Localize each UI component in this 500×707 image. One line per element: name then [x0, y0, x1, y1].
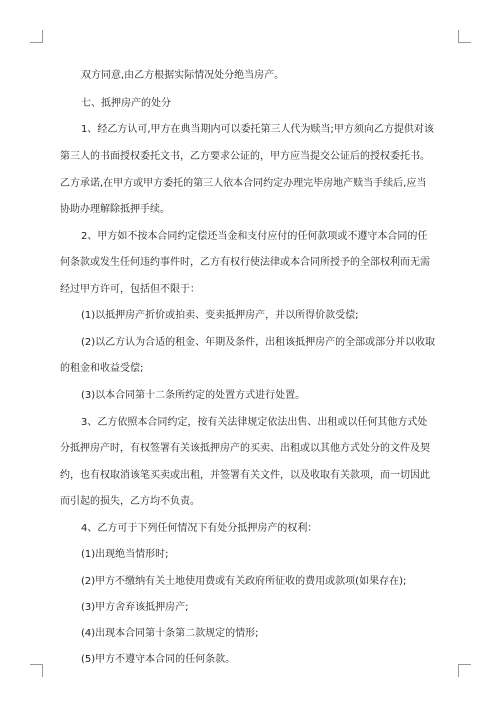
text-line: (2)以乙方认为合适的租金、年期及条件，出租该抵押房产的全部或部分并以收取: [81, 337, 436, 348]
text-line: 何条款或发生任何违约事件时，乙方有权行使法律或本合同所授予的全部权利而无需: [60, 257, 430, 268]
text-line: 约，也有权取消该笔买卖或出租，并签署有关文件，以及收取有关款项，而一切因此: [60, 470, 430, 481]
text-line: (5)甲方不遵守本合同的任何条款。: [81, 654, 236, 665]
text-line: (1)以抵押房产折价或拍卖、变卖抵押房产，并以所得价款受偿;: [81, 310, 359, 321]
text-line: 乙方承诺,在甲方或甲方委托的第三人依本合同约定办理完毕房地产赎当手续后,应当: [60, 178, 427, 189]
text-line: 而引起的损失，乙方均不负责。: [60, 496, 200, 507]
text-line: (2)甲方不缴纳有关土地使用费或有关政府所征收的费用或款项(如果存在);: [81, 576, 407, 587]
text-line: (3)以本合同第十二条所约定的处置方式进行处置。: [81, 390, 306, 401]
text-line: 的租金和收益受偿;: [60, 363, 144, 374]
text-line: 第三人的书面授权委托文书，乙方要求公证的，甲方应当提交公证后的授权委托书。: [60, 151, 430, 162]
text-line: 经过甲方许可，包括但不限于：: [60, 284, 200, 295]
section-heading: 七、抵押房产的处分: [81, 98, 171, 109]
text-line: 协助办理解除抵押手续。: [60, 204, 170, 215]
text-line: (4)出现本合同第十条第二款规定的情形;: [81, 628, 259, 639]
text-line: 双方同意,由乙方根据实际情况处分绝当房产。: [81, 70, 285, 81]
text-line: (3)甲方舍弃该抵押房产;: [81, 602, 189, 613]
text-line: 4、乙方可于下列任何情况下有处分抵押房产的权利：: [81, 523, 318, 534]
text-line: (1)出现绝当情形时;: [81, 549, 169, 560]
text-line: 2、甲方如不按本合同约定偿还当金和支付应付的任何款项或不遵守本合同的任: [81, 231, 428, 242]
text-line: 1、经乙方认可,甲方在典当期内可以委托第三人代为赎当;甲方须向乙方提供对该: [81, 124, 434, 135]
text-line: 分抵押房产时，有权签署有关该抵押房产的买卖、出租或以其他方式处分的文件及契: [60, 443, 430, 454]
text-line: 3、乙方依照本合同约定，按有关法律规定依法出售、出租或以任何其他方式处: [81, 417, 428, 428]
